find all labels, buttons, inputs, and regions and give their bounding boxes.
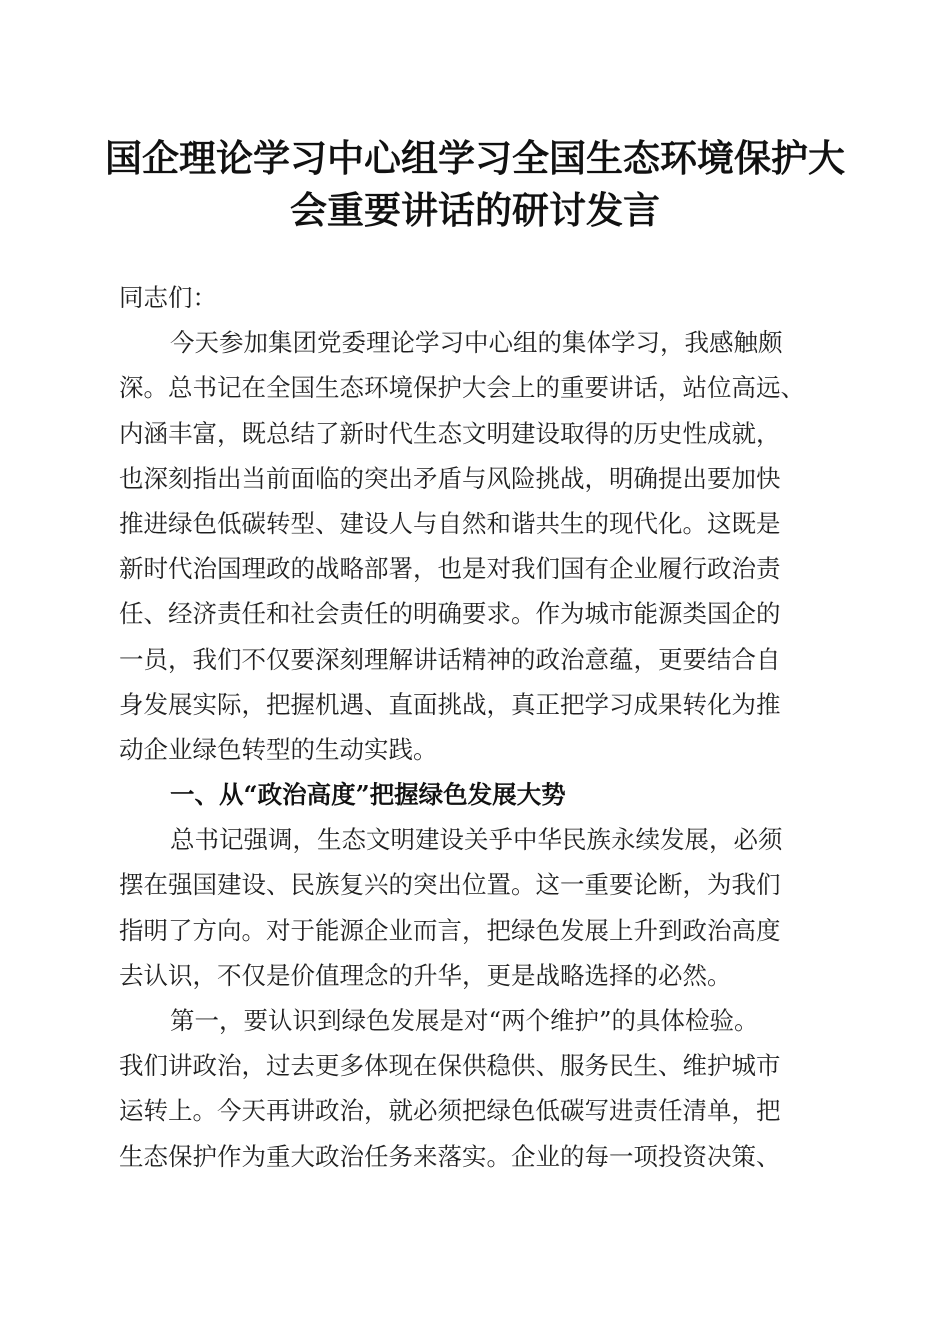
- paragraph-line: 总书记强调，生态文明建设关乎中华民族永续发展，必须: [170, 825, 783, 855]
- paragraph-line: 去认识，不仅是价值理念的升华，更是战略选择的必然。: [119, 960, 732, 990]
- document-title: [100, 132, 850, 236]
- paragraph-line: 运转上。今天再讲政治，就必须把绿色低碳写进责任清单，把: [119, 1096, 781, 1126]
- paragraph-line: 内涵丰富，既总结了新时代生态文明建设取得的历史性成就，: [119, 418, 781, 448]
- paragraph-line: 今天参加集团党委理论学习中心组的集体学习，我感触颇: [170, 328, 783, 358]
- paragraph-line: 我们讲政治，过去更多体现在保供稳供、服务民生、维护城市: [119, 1051, 781, 1081]
- section-heading: 一、从“政治高度”把握绿色发展大势: [170, 780, 566, 810]
- paragraph-line: 任、经济责任和社会责任的明确要求。作为城市能源类国企的: [119, 599, 781, 629]
- paragraph-line: 第一，要认识到绿色发展是对“两个维护”的具体检验。: [170, 1006, 759, 1035]
- paragraph-line: 动企业绿色转型的生动实践。: [119, 734, 438, 764]
- salutation: 同志们：: [119, 283, 217, 312]
- paragraph-line: 生态保护作为重大政治任务来落实。企业的每一项投资决策、: [119, 1141, 781, 1171]
- paragraph-line: 一员，我们不仅要深刻理解讲话精神的政治意蕴，更要结合自: [119, 644, 781, 674]
- paragraph-line: 身发展实际，把握机遇、直面挑战，真正把学习成果转化为推: [119, 689, 781, 719]
- paragraph-line: 摆在强国建设、民族复兴的突出位置。这一重要论断，为我们: [119, 870, 781, 900]
- paragraph-line: 指明了方向。对于能源企业而言，把绿色发展上升到政治高度: [119, 915, 781, 945]
- title-line-2: 会重要讲话的研讨发言: [290, 188, 660, 232]
- document-body: [119, 275, 859, 1179]
- paragraph-line: 也深刻指出当前面临的突出矛盾与风险挑战，明确提出要加快: [119, 463, 781, 493]
- title-line-1: 国企理论学习中心组学习全国生态环境保护大: [105, 136, 845, 180]
- paragraph-line: 推进绿色低碳转型、建设人与自然和谐共生的现代化。这既是: [119, 508, 781, 538]
- paragraph-line: 新时代治国理政的战略部署，也是对我们国有企业履行政治责: [119, 554, 781, 584]
- paragraph-line: 深。总书记在全国生态环境保护大会上的重要讲话，站位高远、: [119, 373, 805, 403]
